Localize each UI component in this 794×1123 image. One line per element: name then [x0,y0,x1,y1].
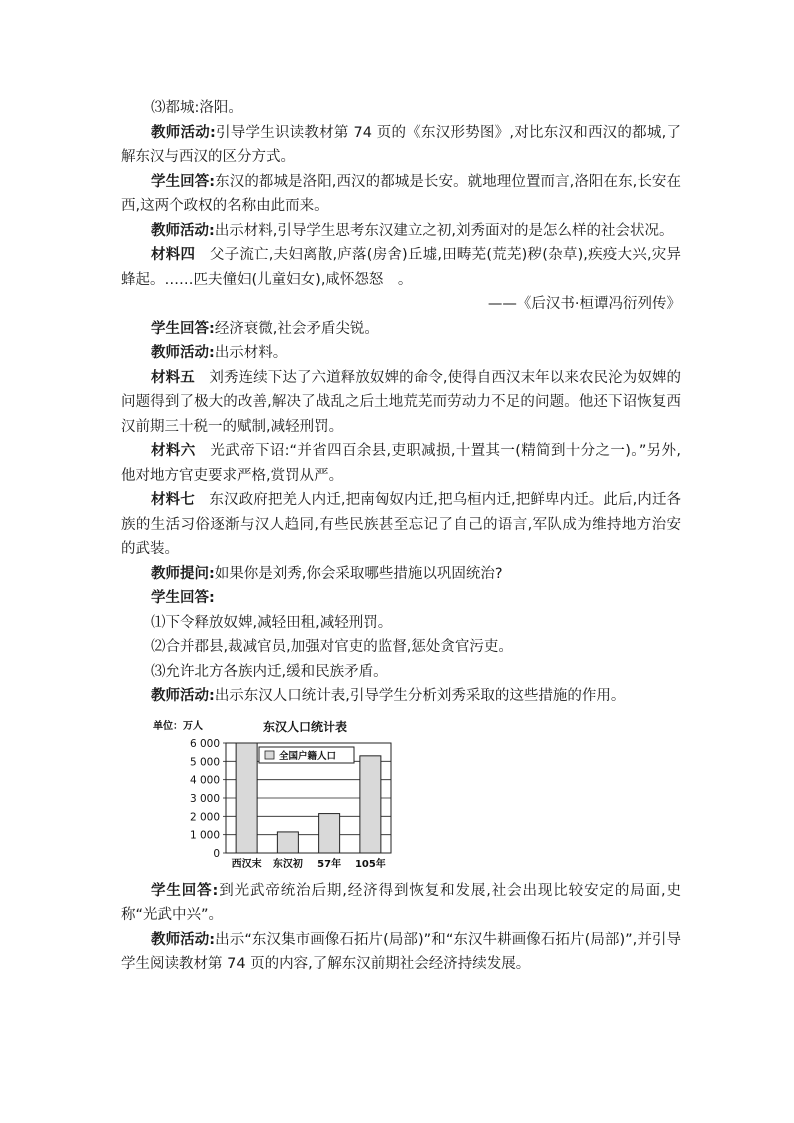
list-item: ⑴下令释放奴婢,减轻田租,减轻刑罚。 [151,614,393,631]
paragraph: 材料七 东汉政府把羌人内迁,把南匈奴内迁,把乌桓内迁,把鲜卑内迁。此后,内迁各族的生活习俗逐渐与汉人趋同,有些民族甚至忘记了自己的语言,军队成为维持地方治安的武装。 [121,492,682,557]
paragraph: 学生回答: [151,590,215,606]
paragraph: 学生回答:到光武帝统治后期,经济得到恢复和发展,社会出现比较安定的局面,史称“光武中兴”。 [121,882,681,923]
section-top [121,96,681,317]
paragraph: 教师活动:出示材料,引导学生思考东汉建立之初,刘秀面对的是怎么样的社会状况。 [151,222,674,239]
y-tick-label: 2 000 [189,810,220,823]
y-tick-label: 3 000 [189,792,220,805]
x-tick-label: 105年 [354,858,386,870]
source-citation: ——《后汉书·桓谭冯衍列传》 [487,296,681,312]
y-tick-label: 4 000 [189,774,220,787]
bar [319,813,340,852]
legend-swatch [265,751,274,759]
y-tick-label: 5 000 [189,755,220,768]
paragraph: ⑶都城:洛阳。 [151,100,243,116]
list-item: ⑵合并郡县,裁减官员,加强对官吏的监督,惩处贪官污吏。 [151,639,513,655]
y-tick-label: 1 000 [189,829,220,842]
y-tick-label: 6 000 [189,737,220,750]
paragraph: 教师活动:出示材料。 [151,345,288,361]
y-tick-label: 0 [213,847,220,860]
legend-label: 全国户籍人口 [279,750,337,762]
population-chart-svg [151,715,411,875]
paragraph: 材料四 父子流亡,夫妇离散,庐落(房舍)丘墟,田畴芜(荒芜)秽(杂草),疾疫大兴,灾异蜂起。……匹夫僮妇(儿童妇女),咸怀怨怒 。 [121,247,681,288]
paragraph: 教师活动:出示东汉人口统计表,引导学生分析刘秀采取的这些措施的作用。 [151,688,626,704]
bar [360,755,381,852]
paragraph: 学生回答:经济衰微,社会矛盾尖锐。 [151,320,379,337]
x-tick-label: 西汉末 [231,858,262,870]
paragraph: 教师活动:出示“东汉集市画像石拓片(局部)”和“东汉牛耕画像石拓片(局部)”,并引导学生阅读教材第 74 页的内容,了解东汉前期社会经济持续发展。 [121,931,681,972]
paragraph: 材料六 光武帝下诏:“并省四百余县,吏职减损,十置其一(精简到十分之一)。”另外,他对地方官吏要求严格,赏罚从严。 [121,443,681,484]
x-tick-label: 东汉初 [272,858,303,870]
paragraph: 教师提问:如果你是刘秀,你会采取哪些措施以巩固统治? [151,565,503,582]
population-chart [151,715,411,875]
bar [277,831,298,852]
chart-title: 东汉人口统计表 [263,719,348,734]
bar [236,743,257,853]
chart-unit-label: 单位：万人 [153,720,203,732]
document-page [121,96,681,977]
section-bottom [121,879,681,977]
section-middle [121,317,681,709]
paragraph: 教师活动:引导学生识读教材第 74 页的《东汉形势图》,对比东汉和西汉的都城,了解东汉与西汉的区分方式。 [121,124,681,165]
x-tick-label: 57年 [317,858,342,870]
list-item: ⑶允许北方各族内迁,缓和民族矛盾。 [151,663,388,680]
paragraph: 材料五 刘秀连续下达了六道释放奴婢的命令,使得自西汉末年以来农民沦为奴婢的问题得到了极大的改善,解决了战乱之后土地荒芜而劳动力不足的问题。他还下诏恢复西汉前期三十税一的赋制,减轻刑罚。 [121,369,682,435]
paragraph: 学生回答:东汉的都城是洛阳,西汉的都城是长安。就地理位置而言,洛阳在东,长安在西,这两个政权的名称由此而来。 [121,173,681,214]
